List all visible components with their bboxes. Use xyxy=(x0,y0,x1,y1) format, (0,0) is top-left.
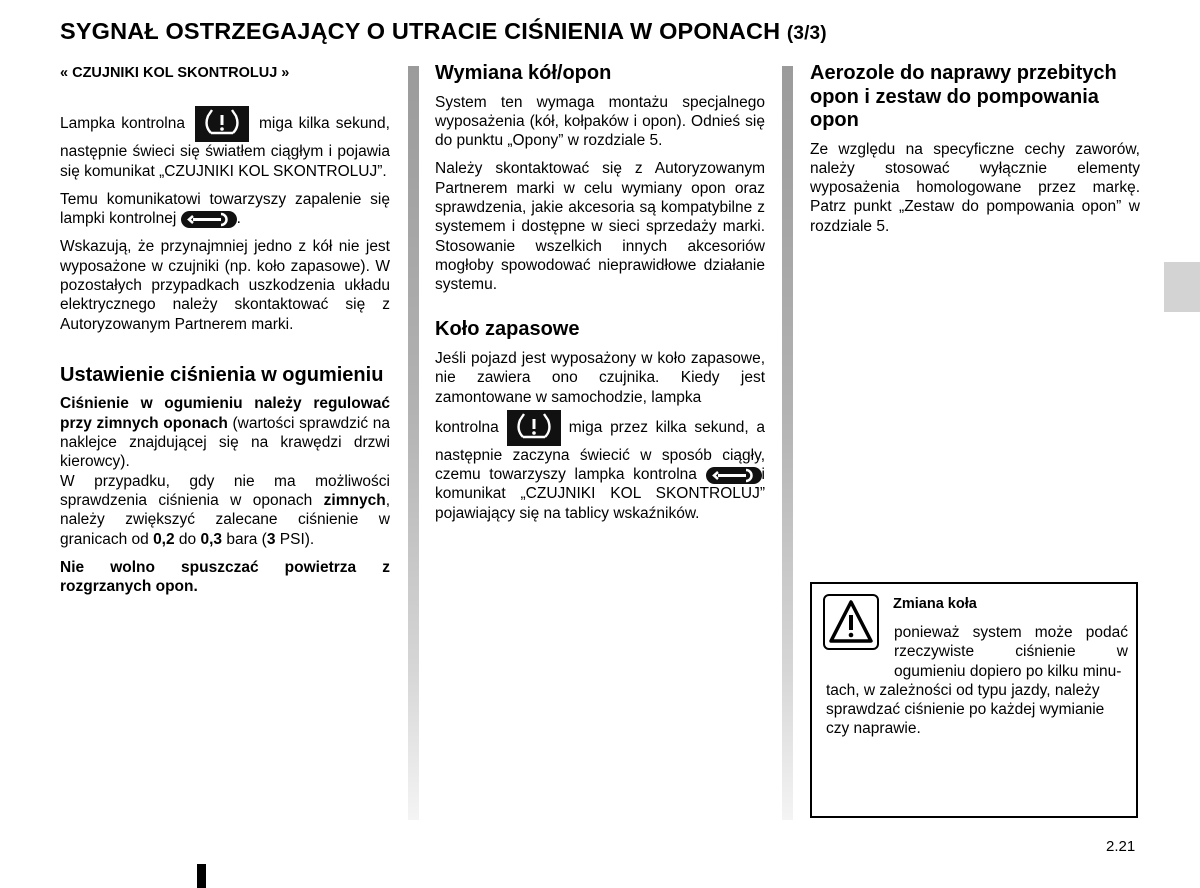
heading-wheel-change: Wymiana kół/opon xyxy=(435,62,612,84)
text: Lampka kontrolna xyxy=(60,115,185,133)
text-bold: Ciśnienie w ogumieniu należy regulować przy zimnych oponach xyxy=(60,395,390,432)
tire-pressure-warning-icon xyxy=(507,410,561,446)
column-separator-1 xyxy=(408,66,419,820)
page-title-suffix: (3/3) xyxy=(786,23,827,44)
text: i komunikat „CZUJNIKI KOL SKONTROLUJ” pojawiający się na tablicy wskaźników. xyxy=(435,466,765,522)
paragraph-service-light xyxy=(60,190,390,229)
paragraph-sensors-missing: Wskazują, że przynajmniej jedno z kół nie jest wyposażone w czujniki (np. koło zapasowe). W pozostałych przypadkach uszkodzenia układu elektrycznego należy skontaktować się z Autoryzowanym Partnerem marki. xyxy=(60,238,390,333)
edge-mark xyxy=(197,864,206,888)
column-right xyxy=(810,62,1140,245)
text: kontrolna xyxy=(435,418,499,436)
text: . xyxy=(236,210,241,228)
warning-box xyxy=(810,582,1138,818)
warning-text-indented: ponieważ system może podać rzeczywiste ciśnienie w ogumieniu dopiero po kilku minu- xyxy=(894,624,1128,680)
section-tab xyxy=(1164,262,1200,312)
sensors-check-heading: « CZUJNIKI KOL SKONTROLUJ » xyxy=(60,65,290,81)
text: , należy zwiększyć zalecane ciśnienie w granicach od xyxy=(60,491,390,548)
text: do xyxy=(174,530,201,548)
service-wrench-icon xyxy=(706,467,762,484)
paragraph-pressure-increase xyxy=(60,472,390,549)
text: bara ( xyxy=(222,530,267,548)
text: miga przez kilka sekund, a następnie zaczyna świecić w sposób ciągły, czemu towarzyszy lampka kontrolna xyxy=(435,418,765,484)
tire-pressure-warning-icon xyxy=(195,106,249,142)
page-title xyxy=(60,18,1160,45)
heading-pressure-setting: Ustawienie ciśnienia w ogumieniu xyxy=(60,363,384,386)
warning-text xyxy=(826,623,1128,739)
page-title-text: SYGNAŁ OSTRZEGAJĄCY O UTRACIE CIŚNIENIA W OPONACH xyxy=(60,18,781,44)
text-bold: 0,3 xyxy=(200,530,223,548)
text-bold: 0,2 xyxy=(153,530,175,548)
text: PSI). xyxy=(275,530,315,548)
paragraph-valves: Ze względu na specyficzne cechy zaworów, należy stosować wyłącznie elementy wyposażenia homologowane przez markę. Patrz punkt „Zestaw do pompowania opon” w rozdziale 5. xyxy=(810,140,1140,235)
warning-text-full: tach, w zależności od typu jazdy, należy sprawdzać ciśnienie po każdej wymianie czy naprawie. xyxy=(826,681,1105,738)
text: (wartości sprawdzić na naklejce znajdującej się na krawędzi drzwi kierowcy). xyxy=(60,414,390,471)
column-left xyxy=(60,62,390,605)
heading-spare-wheel: Koło zapasowe xyxy=(435,318,580,341)
text: Temu komunikatowi towarzyszy zapalenie się lampki kontrolnej xyxy=(60,190,390,228)
paragraph-no-deflate xyxy=(60,558,390,597)
warning-title: Zmiana koła xyxy=(893,596,977,612)
text-bold: Nie wolno spuszczać powietrza z rozgrzanych opon. xyxy=(60,558,390,596)
paragraph-special-equipment: System ten wymaga montażu specjalnego wyposażenia (kół, kołpaków i opon). Odnieś się do punktu „Opony” w rozdziale 5. xyxy=(435,93,765,150)
column-middle xyxy=(435,62,765,532)
text-bold: zimnych xyxy=(323,491,386,509)
paragraph-indicator-flash xyxy=(60,106,390,181)
text: miga kilka sekund, następnie świeci się światłem ciągłym i pojawia się komunikat „CZUJNIKI KOL SKONTROLUJ”. xyxy=(60,115,390,180)
paragraph-spare-wheel-indicator xyxy=(435,410,765,523)
heading-aerosols: Aerozole do naprawy przebitych opon i zestaw do pompowania opon xyxy=(810,62,1117,131)
paragraph-spare-wheel: Jeśli pojazd jest wyposażony w koło zapasowe, nie zawiera ono czujnika. Kiedy jest zamontowane w samochodzie, lampka xyxy=(435,349,765,406)
text: W przypadku, gdy nie ma możliwości sprawdzenia ciśnienia w oponach xyxy=(60,472,390,509)
page-number: 2.21 xyxy=(1106,838,1136,855)
text-bold: 3 xyxy=(266,530,276,548)
paragraph-contact-partner: Należy skontaktować się z Autoryzowanym Partnerem marki w celu wymiany opon oraz sprawdzenia, jakie akcesoria są kompatybilne z systemem i dostępne w sieci sprzedaży marki. Stosowanie wszelkich innych akcesoriów mogłoby spowodować nieprawidłowe działanie systemu. xyxy=(435,160,765,294)
service-wrench-icon xyxy=(181,211,237,228)
paragraph-cold-tyres xyxy=(60,394,390,471)
column-separator-2 xyxy=(782,66,793,820)
